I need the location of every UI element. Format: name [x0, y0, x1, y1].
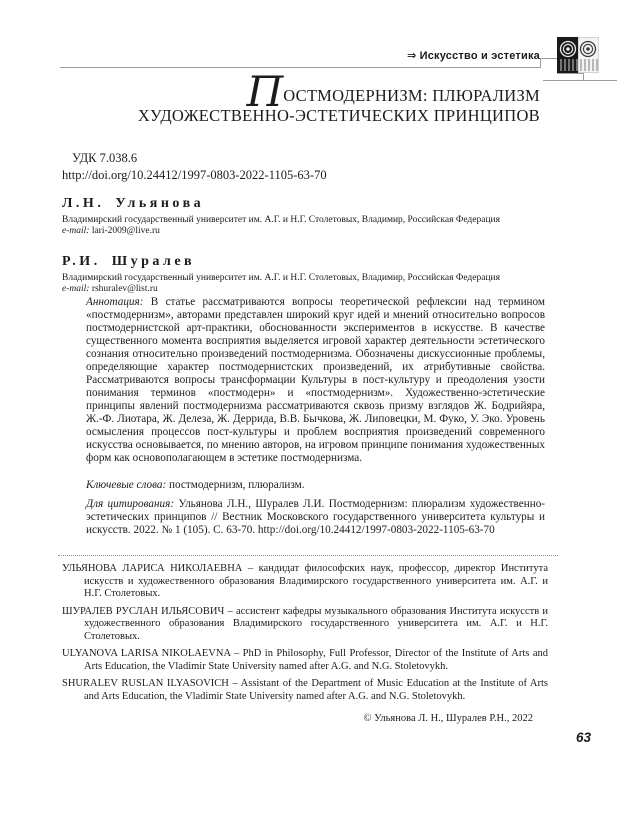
author-name: Л.Н. Ульянова	[62, 196, 205, 211]
ionic-column-icon	[557, 37, 599, 73]
page-number: 63	[576, 730, 592, 745]
header-rule-bottom	[543, 80, 617, 81]
copyright-line: © Ульянова Л. Н., Шуралев Р.Н., 2022	[363, 713, 533, 724]
keywords-label: Ключевые слова:	[86, 479, 167, 491]
author-affiliation: Владимирский государственный университет им. А.Г. и Н.Г. Столетовых, Владимир, Российская Федерация	[62, 273, 500, 283]
header-rule	[60, 67, 540, 68]
bio-description: – ассистент кафедры музыкального образования Института искусств и художественного образования Владимирского государственного университета им. А.Г. и Н.Г. Столетовых.	[84, 605, 549, 642]
email-label: e-mail:	[62, 284, 90, 294]
citation-label: Для цитирования:	[86, 498, 175, 510]
header-rule-step	[540, 58, 541, 68]
title-line1-text: ОСТМОДЕРНИЗМ: ПЛЮРАЛИЗМ	[283, 86, 540, 105]
bio-name: ШУРАЛЕВ РУСЛАН ИЛЬЯСОВИЧ	[62, 605, 225, 617]
author-email-line	[62, 226, 546, 236]
section-label: ⇒ Искусство и эстетика	[406, 50, 540, 62]
author-affiliation: Владимирский государственный университет им. А.Г. и Н.Г. Столетовых, Владимир, Российская Федерация	[62, 215, 500, 225]
article-title	[70, 67, 540, 126]
email-label: e-mail:	[62, 226, 90, 236]
udc-code: УДК 7.038.6	[72, 151, 138, 165]
citation	[86, 498, 545, 537]
abstract	[86, 296, 545, 465]
abstract-text: В статье рассматриваются вопросы теоретической рефлексии над термином «постмодернизм», авторами представлен широкий круг идей и мнений относительно вопросов постмодернистской арт-практики, обоснованности экспериментов в искусстве. В качестве существенного момента восприятия выделяется игровой характер деятельности эстетического сознания относительно произведений постмодернизма. Обозначены дискуссионные проблемы, определяющие характер постмодернистских произведений, их атрибутивные свойства. Рассматриваются вопросы трансформации Культуры в пост-культуру и преодоления узости понимания терминов «постмодерн» и «постмодернизм». Художественно-эстетические принципы явлений постмодернизма рассматриваются сквозь призму взглядов Ж. Бодрийяра, Ж.-Ф. Лиотара, Ж. Делеза, Ж. Деррида, В.В. Бычкова, Ж. Липовецки, М. Фуко, У. Эко. Уровень осмысления процессов пост-культуры и проблем восприятия произведений современного искусства основывается, по мнению авторов, на игровом принципе понимания художественных форм как основополагающем в эстетике постмодернизма.	[86, 296, 545, 464]
author-block	[62, 196, 546, 236]
author-name: Р.И. Шуралев	[62, 254, 196, 269]
bio-entry	[62, 678, 548, 703]
bio-name: УЛЬЯНОВА ЛАРИСА НИКОЛАЕВНА	[62, 563, 243, 574]
bio-description: – PhD in Philosophy, Full Professor, Director of the Institute of Arts and Arts Education, the Vladimir State University named after A.G. and N.G. Stoletovykh.	[84, 648, 548, 672]
author-block	[62, 254, 546, 294]
dotted-divider	[58, 555, 558, 556]
bio-entry	[62, 648, 548, 673]
bio-entry	[62, 606, 548, 644]
email-link[interactable]: rshuralev@list.ru	[91, 284, 158, 294]
bio-entry	[62, 563, 548, 601]
author-bios	[62, 563, 548, 708]
keywords	[86, 479, 545, 492]
citation-text: Ульянова Л.Н., Шуралев Л.И. Постмодернизм: плюрализм художественно-эстетических принципов // Вестник Московского государственного университета культуры и искусств. 2022. № 1 (105). С. 63-70. http://doi.org/10.24412/1997-0803-2022-1105-63-70	[86, 498, 546, 536]
article-title-line2: ХУДОЖЕСТВЕННО-ЭСТЕТИЧЕСКИХ ПРИНЦИПОВ	[137, 106, 540, 125]
bio-description: – Assistant of the Department of Music Education at the Institute of Arts and Arts Education, the Vladimir State University named after A.G. and N.G. Stoletovykh.	[84, 678, 548, 702]
title-drop-cap: П	[246, 67, 284, 116]
bio-description: – кандидат философских наук, профессор, директор Института искусств и художественного образования Владимирского государственного университета им. А.Г. и Н.Г. Столетовых.	[84, 563, 549, 599]
header-rule-step	[540, 58, 557, 59]
abstract-label: Аннотация:	[86, 296, 144, 308]
keywords-text: постмодернизм, плюрализм.	[169, 479, 305, 491]
email-link[interactable]: lari-2009@live.ru	[91, 226, 160, 236]
bio-name: ULYANOVA LARISA NIKOLAEVNA	[62, 648, 231, 659]
header-rule-step	[557, 73, 584, 74]
author-email-line	[62, 284, 546, 294]
doi-link[interactable]: http://doi.org/10.24412/1997-0803-2022-1105-63-70	[62, 168, 327, 182]
bio-name: SHURALEV RUSLAN ILYASOVICH	[62, 678, 229, 689]
